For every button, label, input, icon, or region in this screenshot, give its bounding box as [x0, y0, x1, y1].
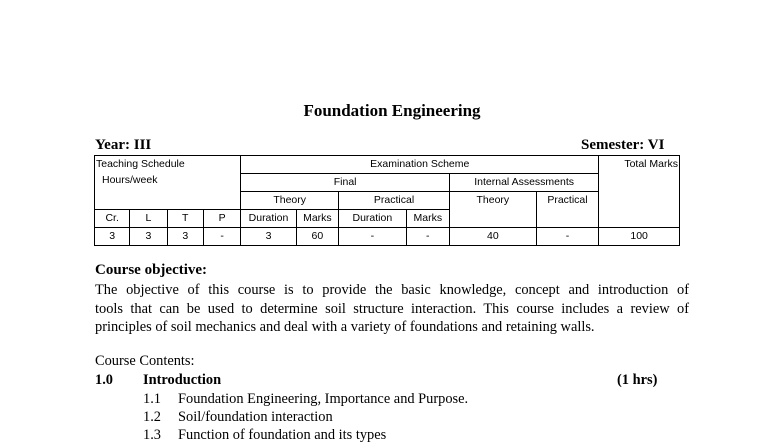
val-practical-marks: -: [406, 228, 449, 246]
val-total-marks: 100: [599, 228, 680, 246]
val-p: -: [203, 228, 240, 246]
val-theory-marks: 60: [296, 228, 338, 246]
val-theory-duration: 3: [241, 228, 296, 246]
objective-line: tools that can be used to determine soil structure interaction. This course includes a review of: [95, 300, 689, 317]
col-theory-duration: Duration: [241, 210, 296, 228]
val-l: 3: [130, 228, 167, 246]
ia-practical-header: Practical: [536, 192, 599, 228]
semester-label: Semester: VI: [581, 137, 665, 153]
teaching-schedule-header: [95, 156, 241, 210]
course-objective-text: [95, 281, 689, 337]
internal-assessments-header: Internal Assessments: [449, 174, 598, 192]
subitem-text: Function of foundation and its types: [178, 427, 387, 443]
val-t: 3: [167, 228, 203, 246]
val-cr: 3: [95, 228, 130, 246]
course-objective-heading: Course objective:: [95, 262, 208, 278]
subitem-number: 1.1: [143, 391, 161, 407]
objective-line: The objective of this course is to provide the basic knowledge, concept and introduction of: [95, 282, 689, 298]
hours-week-label: Hours/week: [102, 174, 158, 186]
col-theory-marks: Marks: [296, 210, 338, 228]
col-cr: Cr.: [95, 210, 130, 228]
subitem-text: Soil/foundation interaction: [178, 409, 333, 425]
col-p: P: [203, 210, 240, 228]
subitem-text: Foundation Engineering, Importance and Purpose.: [178, 391, 469, 407]
final-practical-header: Practical: [339, 192, 450, 210]
total-marks-header: Total Marks: [599, 156, 680, 228]
year-label: Year: III: [95, 137, 152, 153]
col-t: T: [167, 210, 203, 228]
col-practical-duration: Duration: [339, 210, 407, 228]
teaching-schedule-label: Teaching Schedule: [96, 158, 185, 170]
chapter-title: Introduction: [143, 372, 222, 388]
ia-theory-header: Theory: [449, 192, 536, 228]
val-ia-theory: 40: [449, 228, 536, 246]
examination-scheme-header: Examination Scheme: [241, 156, 599, 174]
teaching-schedule-table: [94, 155, 680, 246]
col-practical-marks: Marks: [406, 210, 449, 228]
val-practical-duration: -: [339, 228, 407, 246]
chapter-number: 1.0: [95, 372, 113, 388]
chapter-hours: (1 hrs): [617, 372, 658, 388]
subitem-number: 1.3: [143, 427, 161, 443]
final-theory-header: Theory: [241, 192, 339, 210]
val-ia-practical: -: [536, 228, 599, 246]
col-l: L: [130, 210, 167, 228]
subitem-number: 1.2: [143, 409, 161, 425]
course-contents-heading: Course Contents:: [95, 353, 195, 369]
final-header: Final: [241, 174, 450, 192]
objective-line: principles of soil mechanics and deal with a variety of foundations and retaining walls.: [95, 319, 595, 335]
document-title: Foundation Engineering: [303, 101, 481, 120]
